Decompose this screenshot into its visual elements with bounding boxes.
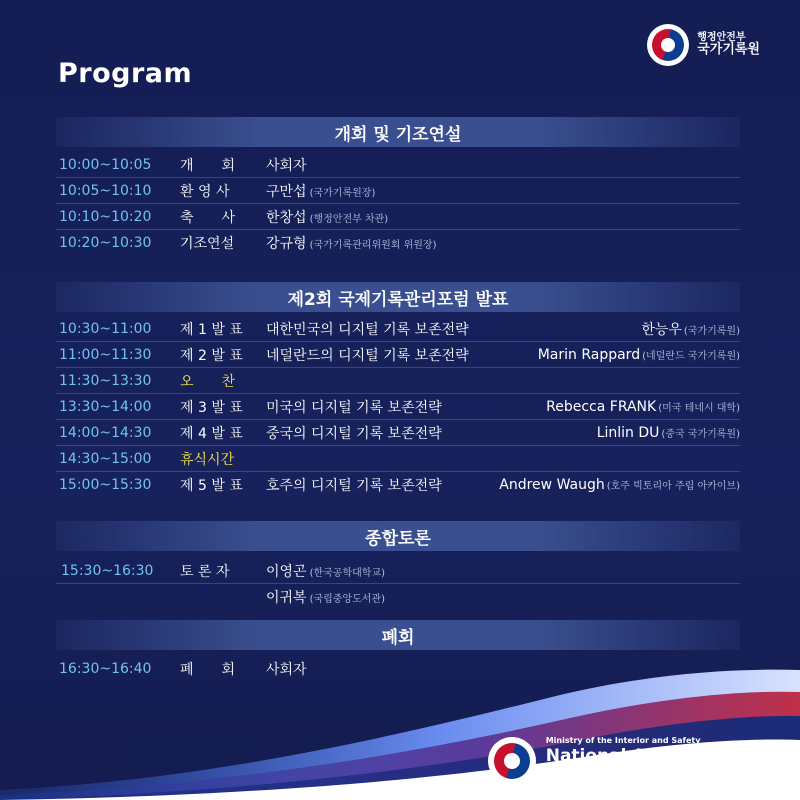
person-name: 이귀복 (국립중앙도서관) xyxy=(266,590,386,606)
affiliation: (중국 국가기록원) xyxy=(661,428,740,440)
schedule-row xyxy=(56,394,740,420)
time-slot: 15:30~16:30 xyxy=(61,562,154,579)
person-name: 사회자 xyxy=(266,662,307,678)
agency-name-en: National Archives of Korea xyxy=(545,745,740,786)
section-header-forum: 제2회 국제기록관리포럼 발표 xyxy=(56,282,740,312)
presentation-topic: 중국의 디지털 기록 보존전략 xyxy=(266,425,442,442)
affiliation: (국립중앙도서관) xyxy=(309,594,386,605)
affiliation: (네덜란드 국가기록원) xyxy=(642,350,740,362)
time-slot: 16:30~16:40 xyxy=(59,661,152,677)
time-slot: 15:00~15:30 xyxy=(59,477,152,493)
session-role: 개 회 xyxy=(180,157,236,174)
speaker: Rebecca FRANK (미국 테네시 대학) xyxy=(546,398,740,415)
time-slot: 10:05~10:10 xyxy=(59,182,152,199)
speaker: 한능우 (국가기록원) xyxy=(641,321,740,338)
agency-name: 국가기록원 xyxy=(697,42,760,58)
session-role: 제 4 발 표 xyxy=(180,425,243,442)
schedule-row xyxy=(56,316,740,342)
schedule-row xyxy=(56,472,740,498)
schedule-row xyxy=(56,204,740,230)
person-name: 사회자 xyxy=(266,157,307,174)
speaker: Marin Rappard (네덜란드 국가기록원) xyxy=(537,346,740,363)
time-slot: 10:20~10:30 xyxy=(59,235,152,251)
time-slot: 11:00~11:30 xyxy=(59,346,152,363)
schedule-row xyxy=(56,152,740,178)
session-role: 토 론 자 xyxy=(180,563,230,580)
session-role: 환 영 사 xyxy=(180,183,230,200)
session-role: 제 1 발 표 xyxy=(180,321,243,338)
presentation-topic: 네덜란드의 디지털 기록 보존전략 xyxy=(266,347,469,364)
person-name: 강규형 (국가기록관리위원회 위원장) xyxy=(266,236,437,252)
affiliation: (국가기록원) xyxy=(683,325,740,337)
section-header-opening: 개회 및 기조연설 xyxy=(56,117,740,147)
speaker: Linlin DU (중국 국가기록원) xyxy=(596,424,740,441)
section-header-discussion: 종합토론 xyxy=(56,521,740,551)
session-role: 제 5 발 표 xyxy=(180,478,243,494)
session-role: 제 3 발 표 xyxy=(180,399,243,416)
ministry-name-en: Ministry of the Interior and Safety xyxy=(545,736,701,745)
schedule-row xyxy=(56,230,740,256)
session-role: 제 2 발 표 xyxy=(180,347,243,364)
schedule-row xyxy=(56,584,740,610)
affiliation: (국가기록원장) xyxy=(309,187,376,199)
page-title: Program xyxy=(58,58,193,89)
break-label: 휴식시간 xyxy=(180,451,235,468)
government-emblem-icon xyxy=(488,737,536,785)
time-slot: 10:10~10:20 xyxy=(59,208,152,225)
presentation-topic: 미국의 디지털 기록 보존전략 xyxy=(266,399,442,416)
time-slot: 10:00~10:05 xyxy=(59,156,152,173)
speaker: Andrew Waugh (호주 빅토리아 주립 아카이브) xyxy=(499,477,740,493)
time-slot: 14:30~15:00 xyxy=(59,450,152,467)
affiliation: (행정안전부 차관) xyxy=(309,213,389,225)
schedule-row xyxy=(56,558,740,584)
presentation-topic: 호주의 디지털 기록 보존전략 xyxy=(266,478,442,494)
schedule-row xyxy=(56,342,740,368)
schedule-row xyxy=(56,178,740,204)
affiliation: (호주 빅토리아 주립 아카이브) xyxy=(606,481,740,492)
time-slot: 14:00~14:30 xyxy=(59,424,152,441)
schedule-row xyxy=(56,420,740,446)
session-role: 기조연설 xyxy=(180,236,235,252)
government-emblem-icon xyxy=(647,24,689,66)
lunch-label: 오 찬 xyxy=(180,373,236,390)
time-slot: 10:30~11:00 xyxy=(59,320,152,337)
affiliation: (미국 테네시 대학) xyxy=(658,402,740,414)
presentation-topic: 대한민국의 디지털 기록 보존전략 xyxy=(266,321,469,338)
person-name: 구만섭 (국가기록원장) xyxy=(266,183,376,200)
ministry-name: 행정안전부 xyxy=(697,31,746,43)
person-name: 이영곤 (한국공학대학교) xyxy=(266,563,386,580)
bottom-logo xyxy=(488,736,800,786)
session-role: 폐 회 xyxy=(180,662,236,678)
person-name: 한창섭 (행정안전부 차관) xyxy=(266,209,389,226)
top-logo xyxy=(647,24,760,66)
time-slot: 13:30~14:00 xyxy=(59,398,152,415)
schedule-row xyxy=(56,368,740,394)
section-header-closing: 폐회 xyxy=(56,620,740,650)
time-slot: 11:30~13:30 xyxy=(59,372,152,389)
session-role: 축 사 xyxy=(180,209,236,226)
affiliation: (한국공학대학교) xyxy=(309,567,386,579)
affiliation: (국가기록관리위원회 위원장) xyxy=(309,240,437,251)
schedule-row xyxy=(56,446,740,472)
